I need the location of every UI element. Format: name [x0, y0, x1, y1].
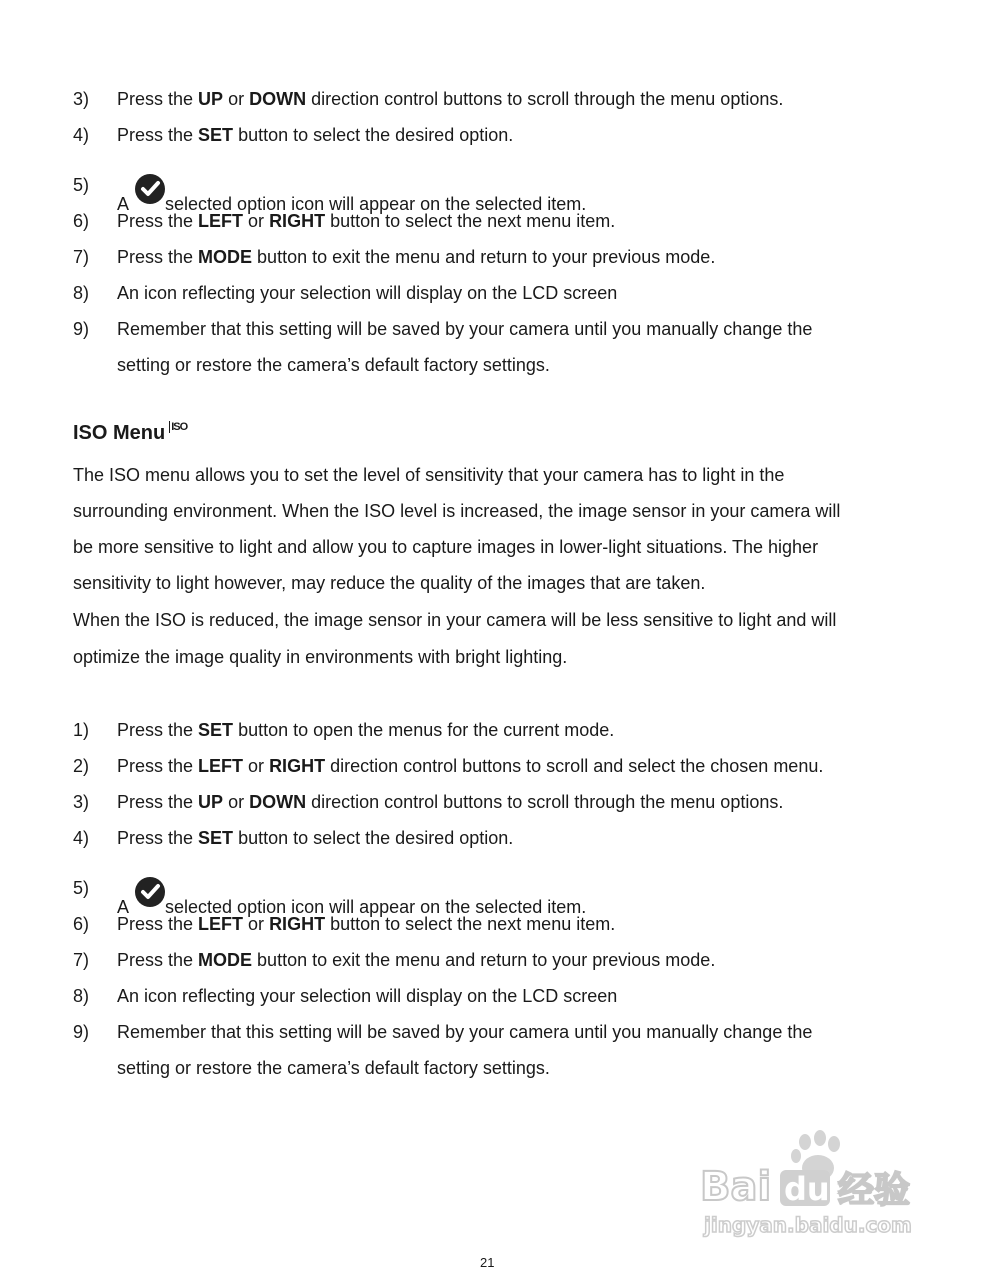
svg-text:Bai: Bai	[700, 1164, 772, 1210]
list-text: Press the LEFT or RIGHT button to select the next menu item.	[117, 211, 616, 231]
list-text: Press the MODE button to exit the menu and return to your previous mode.	[117, 950, 716, 970]
list-number: 8)	[73, 986, 90, 1006]
iso-icon: ISO	[171, 421, 188, 433]
paragraph-line: When the ISO is reduced, the image sensor in your camera will be less sensitive to light and will	[73, 610, 837, 630]
svg-text:经验: 经验	[838, 1170, 911, 1211]
list-text: setting or restore the camera’s default factory settings.	[117, 355, 550, 375]
list-number: 2)	[73, 756, 90, 776]
list-number: 5)	[73, 878, 90, 898]
list-number: 9)	[73, 1022, 90, 1042]
list-number: 8)	[73, 283, 90, 303]
baidu-paw-icon	[700, 1130, 940, 1240]
list-number: 7)	[73, 950, 90, 970]
paragraph-line: surrounding environment. When the ISO level is increased, the image sensor in your camera will	[73, 501, 841, 521]
list-text: Press the SET button to select the desired option.	[117, 125, 514, 145]
list-text: A selected option icon will appear on the selected item.	[117, 877, 586, 918]
list-number: 5)	[73, 175, 90, 195]
section-heading	[73, 421, 187, 445]
paragraph-line: The ISO menu allows you to set the level of sensitivity that your camera has to light in the	[73, 465, 785, 485]
list-number: 9)	[73, 319, 90, 339]
list-text: Remember that this setting will be saved by your camera until you manually change the	[117, 1022, 813, 1042]
list-text: Press the UP or DOWN direction control buttons to scroll through the menu options.	[117, 792, 784, 812]
list-text: Press the LEFT or RIGHT button to select the next menu item.	[117, 914, 616, 934]
list-text: An icon reflecting your selection will display on the LCD screen	[117, 986, 618, 1006]
list-text: Remember that this setting will be saved by your camera until you manually change the	[117, 319, 813, 339]
paragraph-line: sensitivity to light however, may reduce the quality of the images that are taken.	[73, 573, 706, 593]
paragraph-line: be more sensitive to light and allow you to capture images in lower-light situations. The higher	[73, 537, 819, 557]
list-text: Press the SET button to select the desired option.	[117, 828, 514, 848]
list-number: 3)	[73, 792, 90, 812]
list-text: Press the UP or DOWN direction control buttons to scroll through the menu options.	[117, 89, 784, 109]
list-number: 4)	[73, 828, 90, 848]
list-text: Press the SET button to open the menus for the current mode.	[117, 720, 615, 740]
paragraph-line: optimize the image quality in environments with bright lighting.	[73, 647, 568, 667]
list-text: setting or restore the camera’s default factory settings.	[117, 1058, 550, 1078]
heading-text: ISO Menu	[73, 422, 166, 444]
svg-text:jingyan.baidu.com: jingyan.baidu.com	[704, 1213, 912, 1237]
baidu-watermark	[700, 1130, 940, 1240]
page-number: 21	[480, 1255, 495, 1270]
list-text: An icon reflecting your selection will display on the LCD screen	[117, 283, 618, 303]
list-number: 4)	[73, 125, 90, 145]
list-text: Press the LEFT or RIGHT direction control buttons to scroll and select the chosen menu.	[117, 756, 824, 776]
list-number: 3)	[73, 89, 90, 109]
check-circle-icon	[135, 877, 165, 907]
check-circle-icon	[135, 174, 165, 204]
list-number: 6)	[73, 914, 90, 934]
list-number: 6)	[73, 211, 90, 231]
list-number: 1)	[73, 720, 90, 740]
list-text: A selected option icon will appear on the selected item.	[117, 174, 586, 215]
svg-text:du: du	[784, 1170, 830, 1208]
list-text: Press the MODE button to exit the menu and return to your previous mode.	[117, 247, 716, 267]
list-number: 7)	[73, 247, 90, 267]
